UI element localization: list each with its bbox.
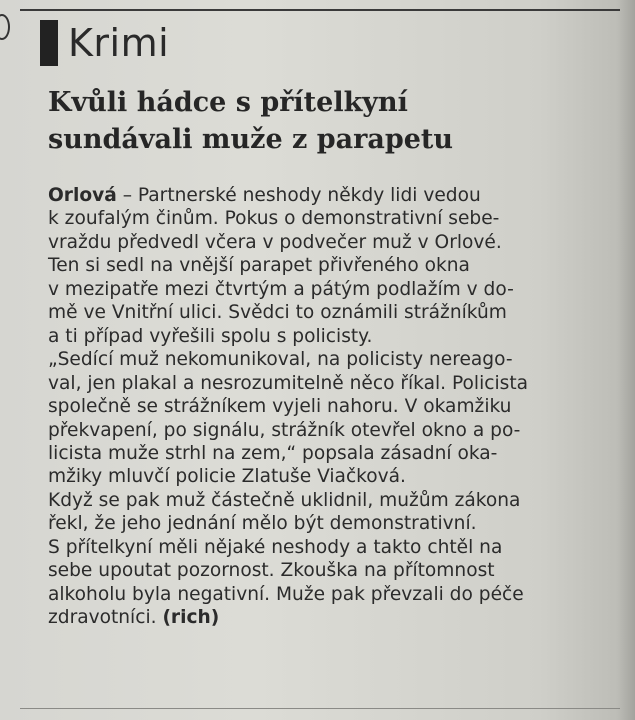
- article-line: k zoufalým činům. Pokus o demonstrativní sebe-: [48, 208, 500, 230]
- article-body: [48, 184, 618, 630]
- article-line: řekl, že jeho jednání mělo být demonstrativní.: [48, 513, 477, 535]
- article-line: Když se pak muž částečně uklidnil, mužům zákona: [48, 489, 521, 511]
- clipping-corner-mark: [0, 14, 10, 40]
- article-line: v mezipatře mezi čtvrtým a pátým podlažím v do-: [48, 278, 514, 300]
- article-line: „Sedící muž nekomunikoval, na policisty nereago-: [48, 349, 513, 371]
- article-line: licista muže strhl na zem,“ popsala zásadní oka-: [48, 442, 498, 464]
- last-line-text: zdravotníci.: [48, 607, 163, 629]
- article-line: vraždu předvedl včera v podvečer muž v Orlové.: [48, 231, 502, 253]
- article-line: mžiky mluvčí policie Zlatuše Viačková.: [48, 466, 406, 488]
- article-line: Ten si sedl na vnější parapet přivřeného okna: [48, 255, 470, 277]
- bottom-rule: [20, 708, 620, 709]
- section-label: Krimi: [68, 21, 170, 65]
- article-line: [48, 606, 618, 629]
- page-edge-shadow: [617, 0, 635, 720]
- article-line: [48, 184, 618, 207]
- article-headline: [48, 84, 608, 158]
- headline-line: sundávali muže z parapetu: [48, 124, 454, 155]
- top-rule: [20, 9, 620, 11]
- article-line: val, jen plakal a nesrozumitelně něco říkal. Policista: [48, 372, 529, 394]
- author-byline: (rich): [162, 607, 220, 629]
- first-line-text: – Partnerské neshody někdy lidi vedou: [116, 185, 481, 206]
- article-line: a ti případ vyřešili spolu s policisty.: [48, 325, 373, 347]
- article-line: S přítelkyní měli nějaké neshody a takto chtěl na: [48, 536, 503, 558]
- dateline: Orlová: [48, 185, 117, 206]
- article-line: alkoholu byla negativní. Muže pak převzali do péče: [48, 583, 524, 605]
- article-line: sebe upoutat pozornost. Zkouška na přítomnost: [48, 560, 495, 582]
- section-marker-bar: [40, 20, 58, 66]
- article-line: společně se strážníkem vyjeli nahoru. V okamžiku: [48, 396, 512, 418]
- headline-line: Kvůli hádce s přítelkyní: [48, 87, 408, 118]
- article-line: mě ve Vnitřní ulici. Svědci to oznámili strážníkům: [48, 302, 507, 324]
- section-header: [40, 20, 169, 66]
- article-line: překvapení, po signálu, strážník otevřel okno a po-: [48, 419, 521, 441]
